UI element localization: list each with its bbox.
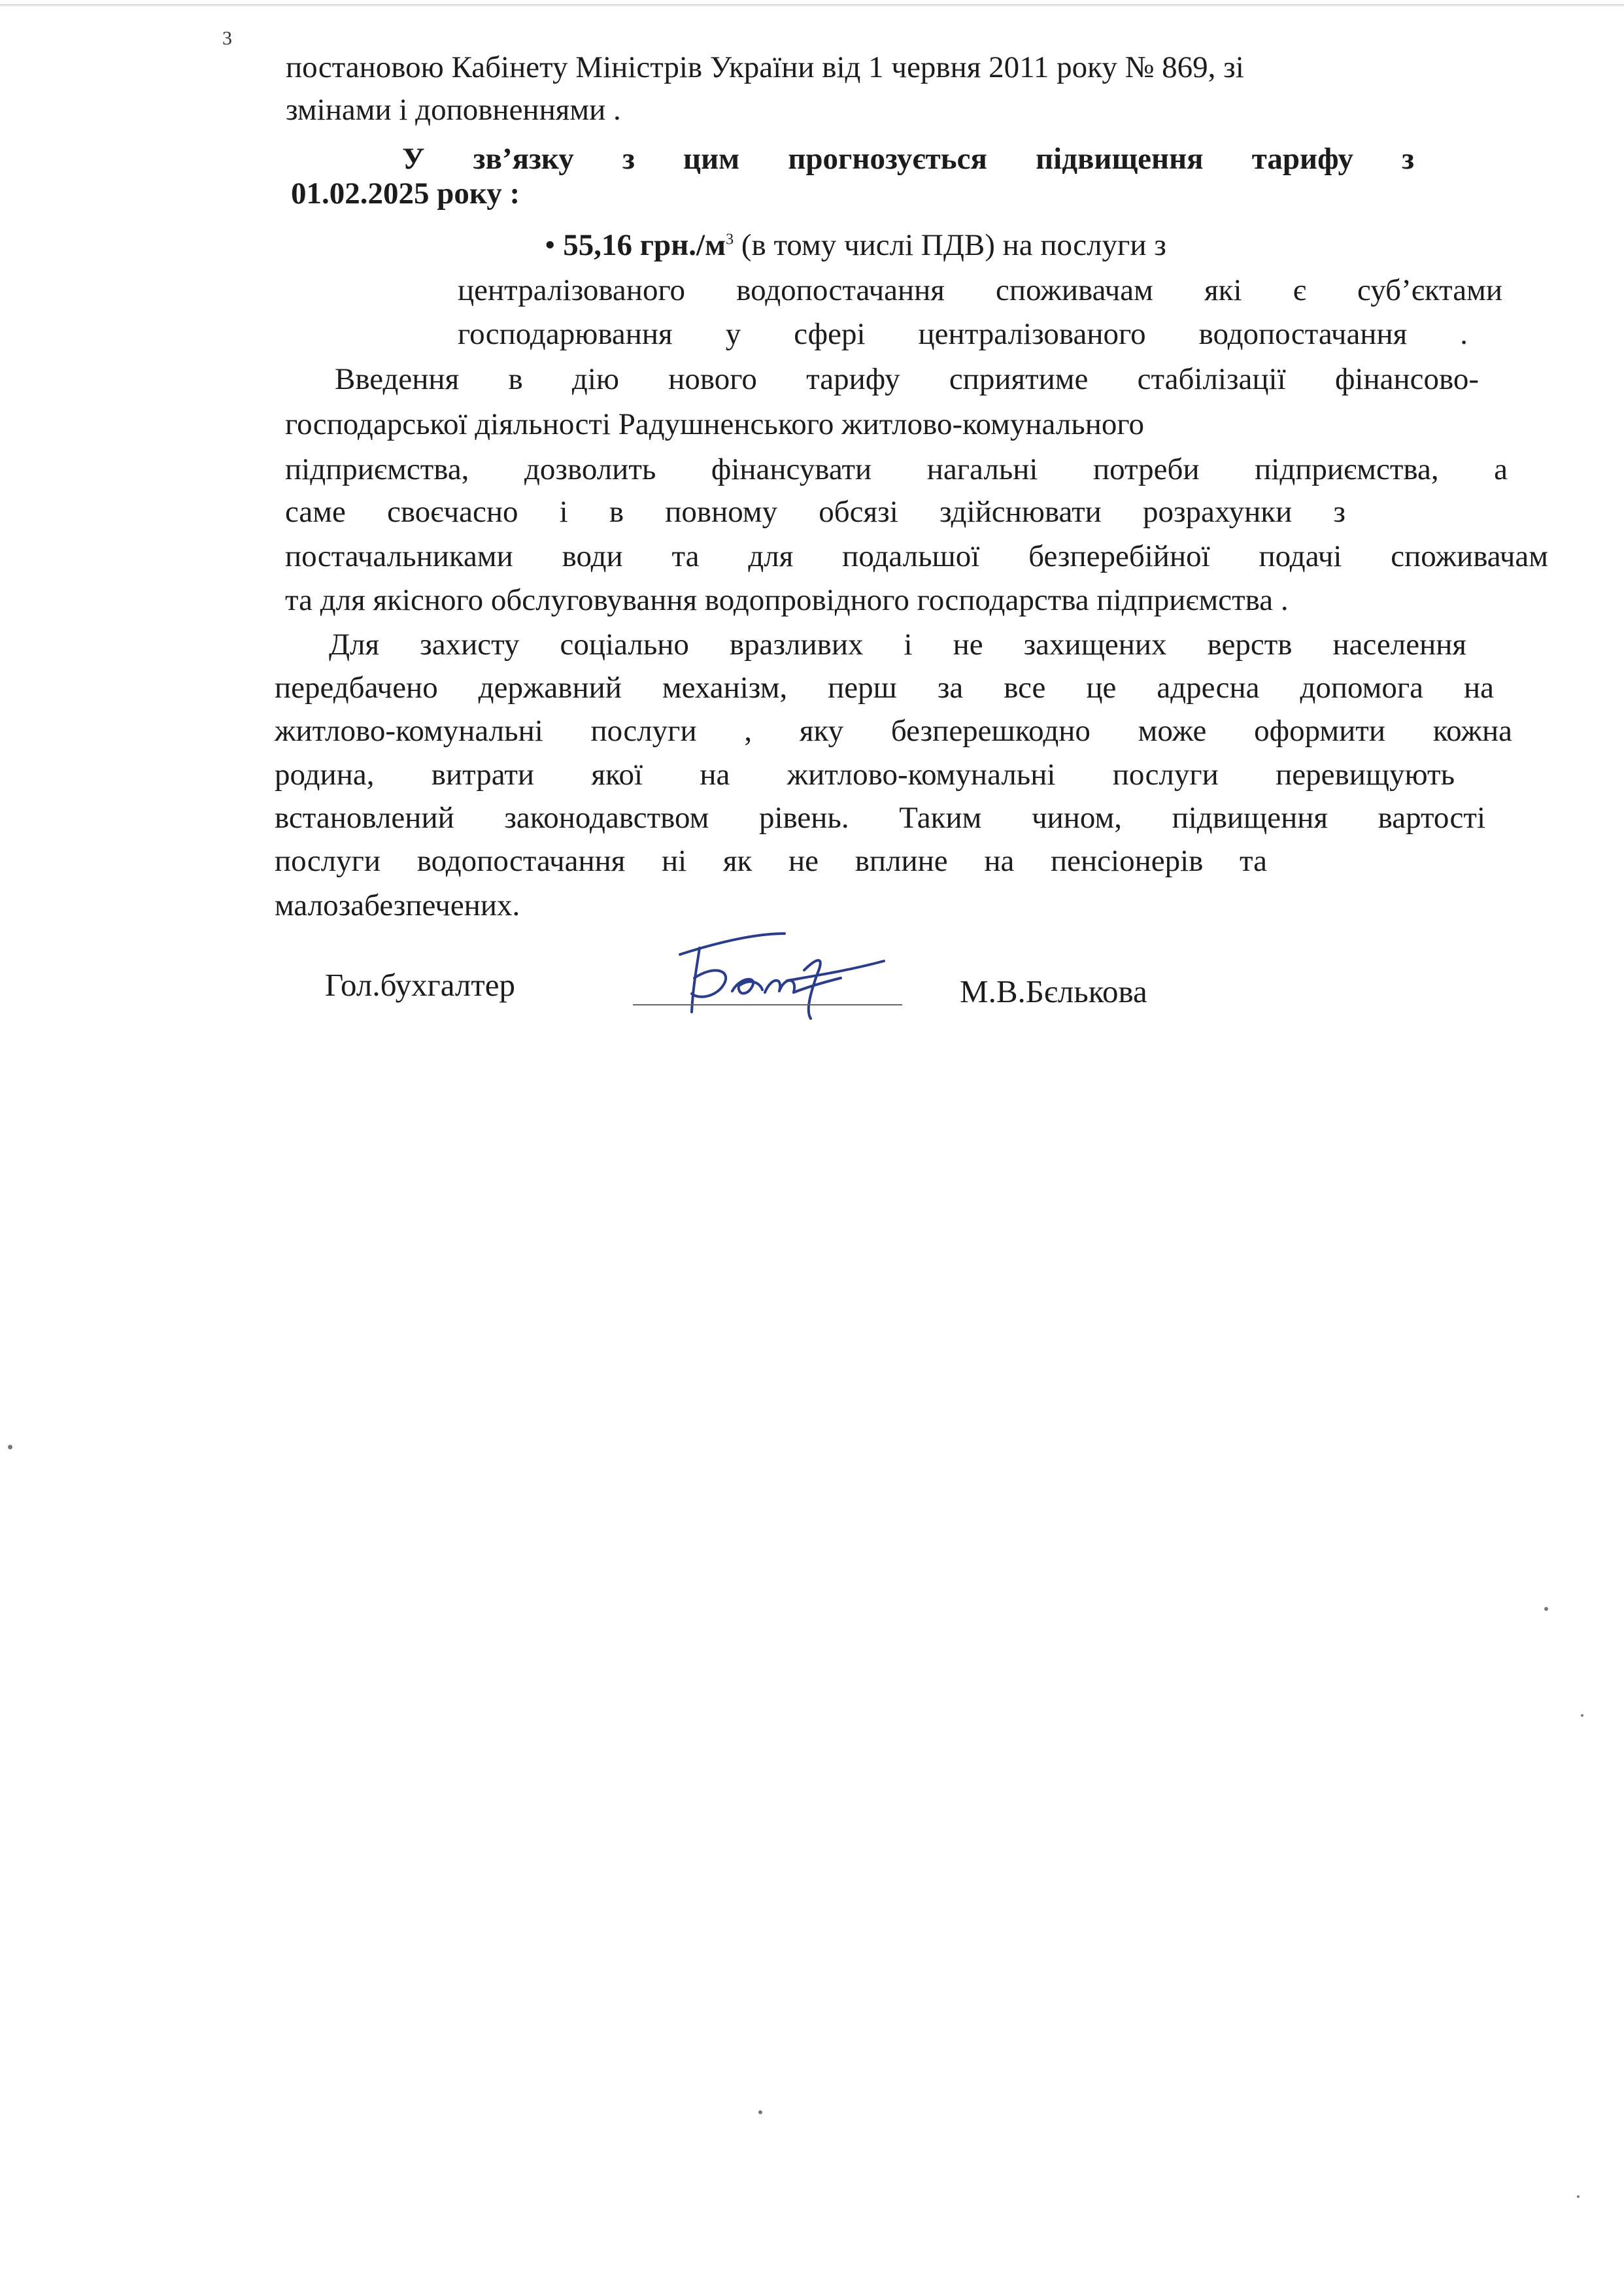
body-line-2: змінами і доповненнями . [286,93,621,127]
tariff-line-2: централізованого водопостачання споживачам які є суб’єктами [458,273,1502,307]
tariff-line-3: господарювання у сфері централізованого водопостачання . [458,317,1468,351]
tariff-value: 55,16 грн./м [563,228,726,262]
para2-line-6: та для якісного обслуговування водопровідного господарства підприємства . [285,583,1289,617]
para2-line-4: саме своєчасно і в повному обсязі здійснювати розрахунки з [285,495,1345,529]
scan-speck [8,1445,12,1449]
body-line-1: постановою Кабінету Міністрів України від 1 червня 2011 року № 869, зі [286,50,1244,84]
tariff-bullet-line [545,230,1166,261]
para3-line-1: Для захисту соціально вразливих і не захищених верств населення [329,628,1466,662]
para3-line-6: послуги водопостачання ні як не вплине на пенсіонерів та [275,844,1267,878]
intro-line-2: 01.02.2025 року : [291,177,520,211]
bullet-icon: • [545,228,556,262]
tariff-rest: (в тому числі ПДВ) на послуги з [734,228,1166,262]
para2-line-5: постачальниками води та для подальшої безперебійної подачі споживачам [285,539,1548,573]
intro-line-1: У зв’язку з цим прогнозується підвищення тарифу з [402,142,1414,176]
signer-name: М.В.Бєлькова [960,973,1147,1009]
para3-line-2: передбачено державний механізм, перш за все це адресна допомога на [275,671,1494,705]
page-top-edge [0,4,1624,7]
signature-position: Гол.бухгалтер [325,967,516,1003]
para3-line-3: житлово-комунальні послуги , яку безперешкодно може оформити кожна [275,714,1512,748]
scan-speck [1544,1607,1548,1611]
para3-line-4: родина, витрати якої на житлово-комунальні послуги перевищують [275,758,1455,792]
para3-line-5: встановлений законодавством рівень. Таким чином, підвищення вартості [275,801,1485,835]
scan-speck [758,2110,762,2114]
para2-line-1: Введення в дію нового тарифу сприятиме стабілізації фінансово- [335,362,1479,396]
para3-line-7: малозабезпечених. [275,888,520,922]
tariff-unit-superscript: 3 [726,231,734,248]
para2-line-2: господарської діяльності Радушненського житлово-комунального [285,407,1144,441]
page-marker: 3 [222,27,232,49]
scan-speck [1577,2195,1580,2198]
signature-line [633,1004,902,1005]
para2-line-3: підприємства, дозволить фінансувати нагальні потреби підприємства, а [285,452,1508,486]
scan-speck [1581,1714,1583,1717]
handwritten-signature [654,914,889,1025]
